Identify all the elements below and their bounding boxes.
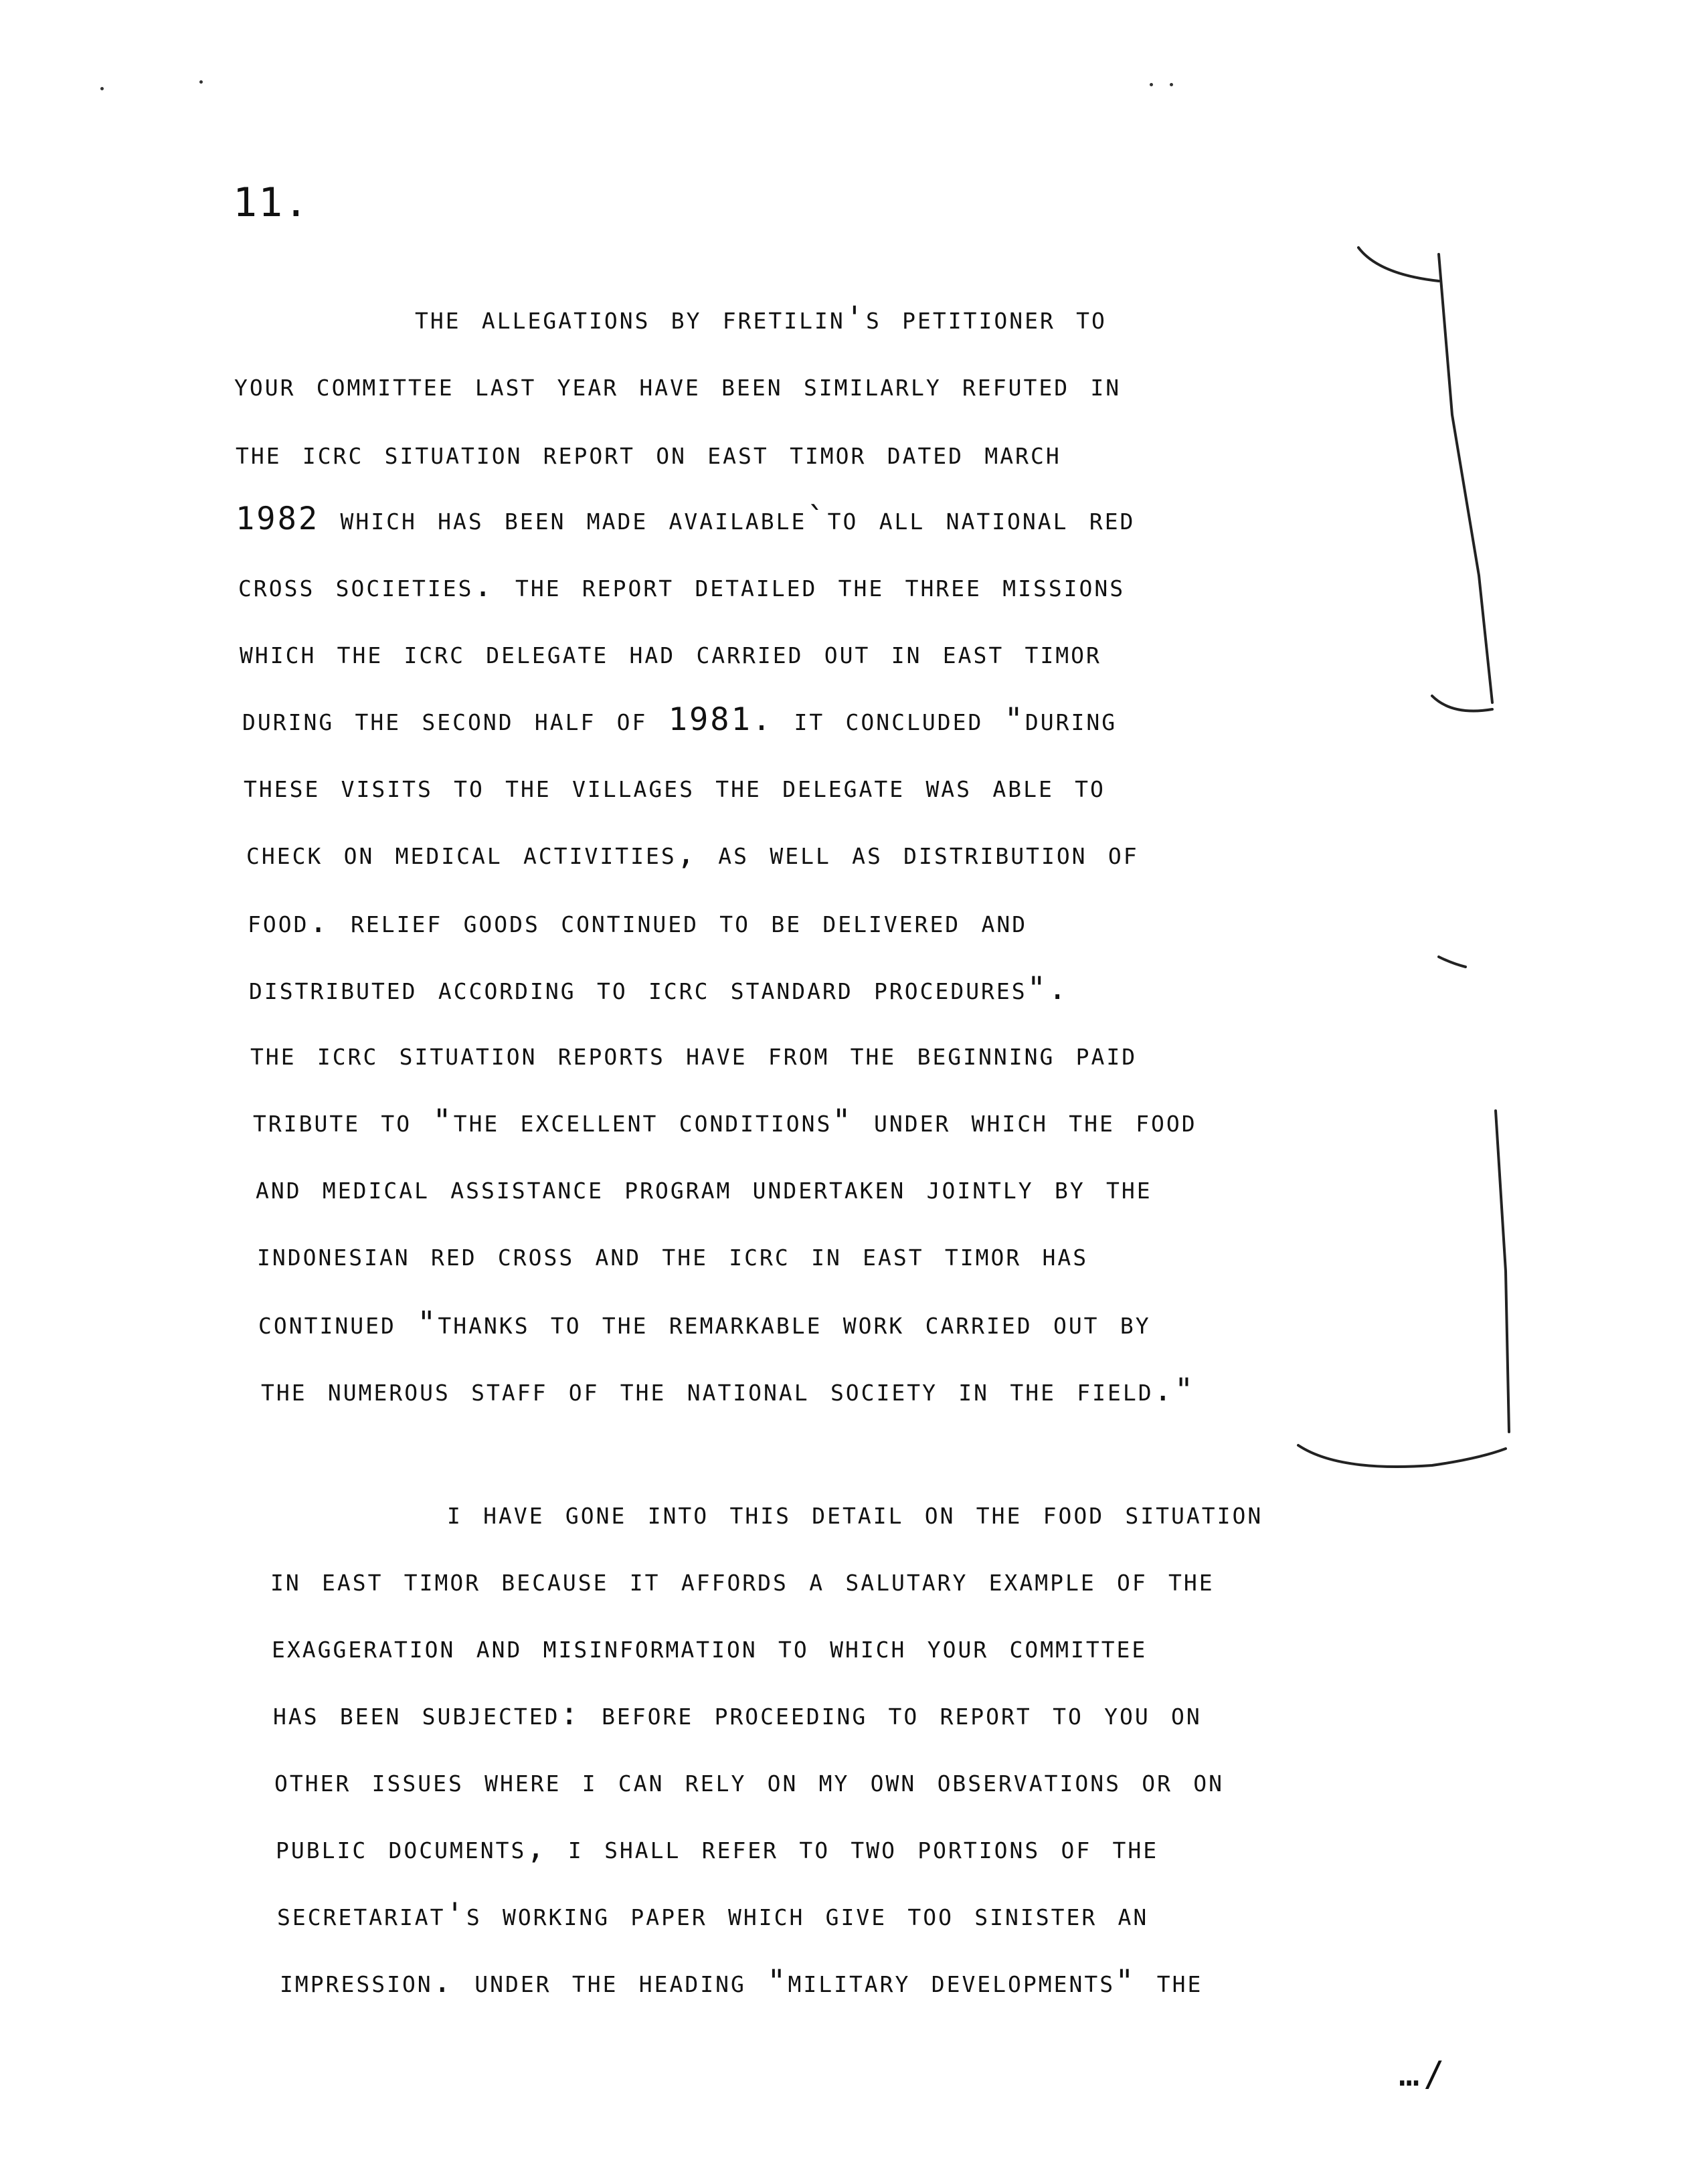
paragraph-2-line-2: in east timor because it affords a salutary example of the: [270, 1562, 1215, 1599]
page-number: 11.: [233, 179, 310, 226]
paragraph-1-line-10: food. relief goods continued to be delivered and: [248, 903, 1028, 940]
paragraph-1-line-14: and medical assistance program undertaken jointly by the: [256, 1170, 1152, 1206]
paragraph-1-line-6: which the icrc delegate had carried out in east timor: [240, 634, 1101, 671]
continuation-mark: …/: [1399, 2054, 1449, 2094]
scan-speck: [199, 80, 203, 84]
paragraph-2-line-6: public documents, i shall refer to two portions of the: [276, 1829, 1159, 1866]
paragraph-1-line-9: check on medical activities, as well as distribution of: [246, 835, 1139, 872]
paragraph-1-line-16: continued "thanks to the remarkable work carried out by: [258, 1305, 1151, 1342]
paragraph-1-line-8: these visits to the villages the delegate was able to: [244, 768, 1105, 805]
paragraph-2-line-1: i have gone into this detail on the food situation: [447, 1495, 1263, 1532]
paragraph-1-line-5: cross societies. the report detailed the three missions: [238, 567, 1126, 604]
paragraph-1-line-2: your committee last year have been similarly refuted in: [234, 367, 1122, 403]
paragraph-1-line-15: indonesian red cross and the icrc in east timor has: [257, 1237, 1089, 1273]
paragraph-1-line-3: the icrc situation report on east timor dated march: [236, 435, 1061, 472]
paragraph-1-line-1: the allegations by fretilin's petitioner to: [415, 300, 1107, 337]
paragraph-2-line-8: impression. under the heading "military developments" the: [280, 1963, 1203, 2000]
scan-speck: [1150, 83, 1153, 86]
paragraph-1-line-12: the icrc situation reports have from the beginning paid: [250, 1036, 1138, 1073]
scan-speck: [100, 87, 104, 90]
paragraph-2-line-5: other issues where i can rely on my own observations or on: [274, 1762, 1225, 1799]
paragraph-1-line-13: tribute to "the excellent conditions" under which the food: [253, 1103, 1197, 1140]
scan-speck: [1170, 83, 1173, 86]
paragraph-2-line-7: secretariat's working paper which give too sinister an: [277, 1896, 1149, 1933]
paragraph-2-line-3: exaggeration and misinformation to which your committee: [272, 1629, 1148, 1665]
paragraph-1-line-4: 1982 which has been made available`to all national red: [236, 500, 1136, 537]
paragraph-2-line-4: has been subjected: before proceeding to report to you on: [273, 1696, 1202, 1732]
paragraph-1-line-7: during the second half of 1981. it concluded "during: [242, 701, 1118, 738]
paragraph-1-line-11: distributed according to icrc standard procedures".: [249, 970, 1069, 1007]
paragraph-1-line-17: the numerous staff of the national society in the field.": [261, 1372, 1196, 1408]
